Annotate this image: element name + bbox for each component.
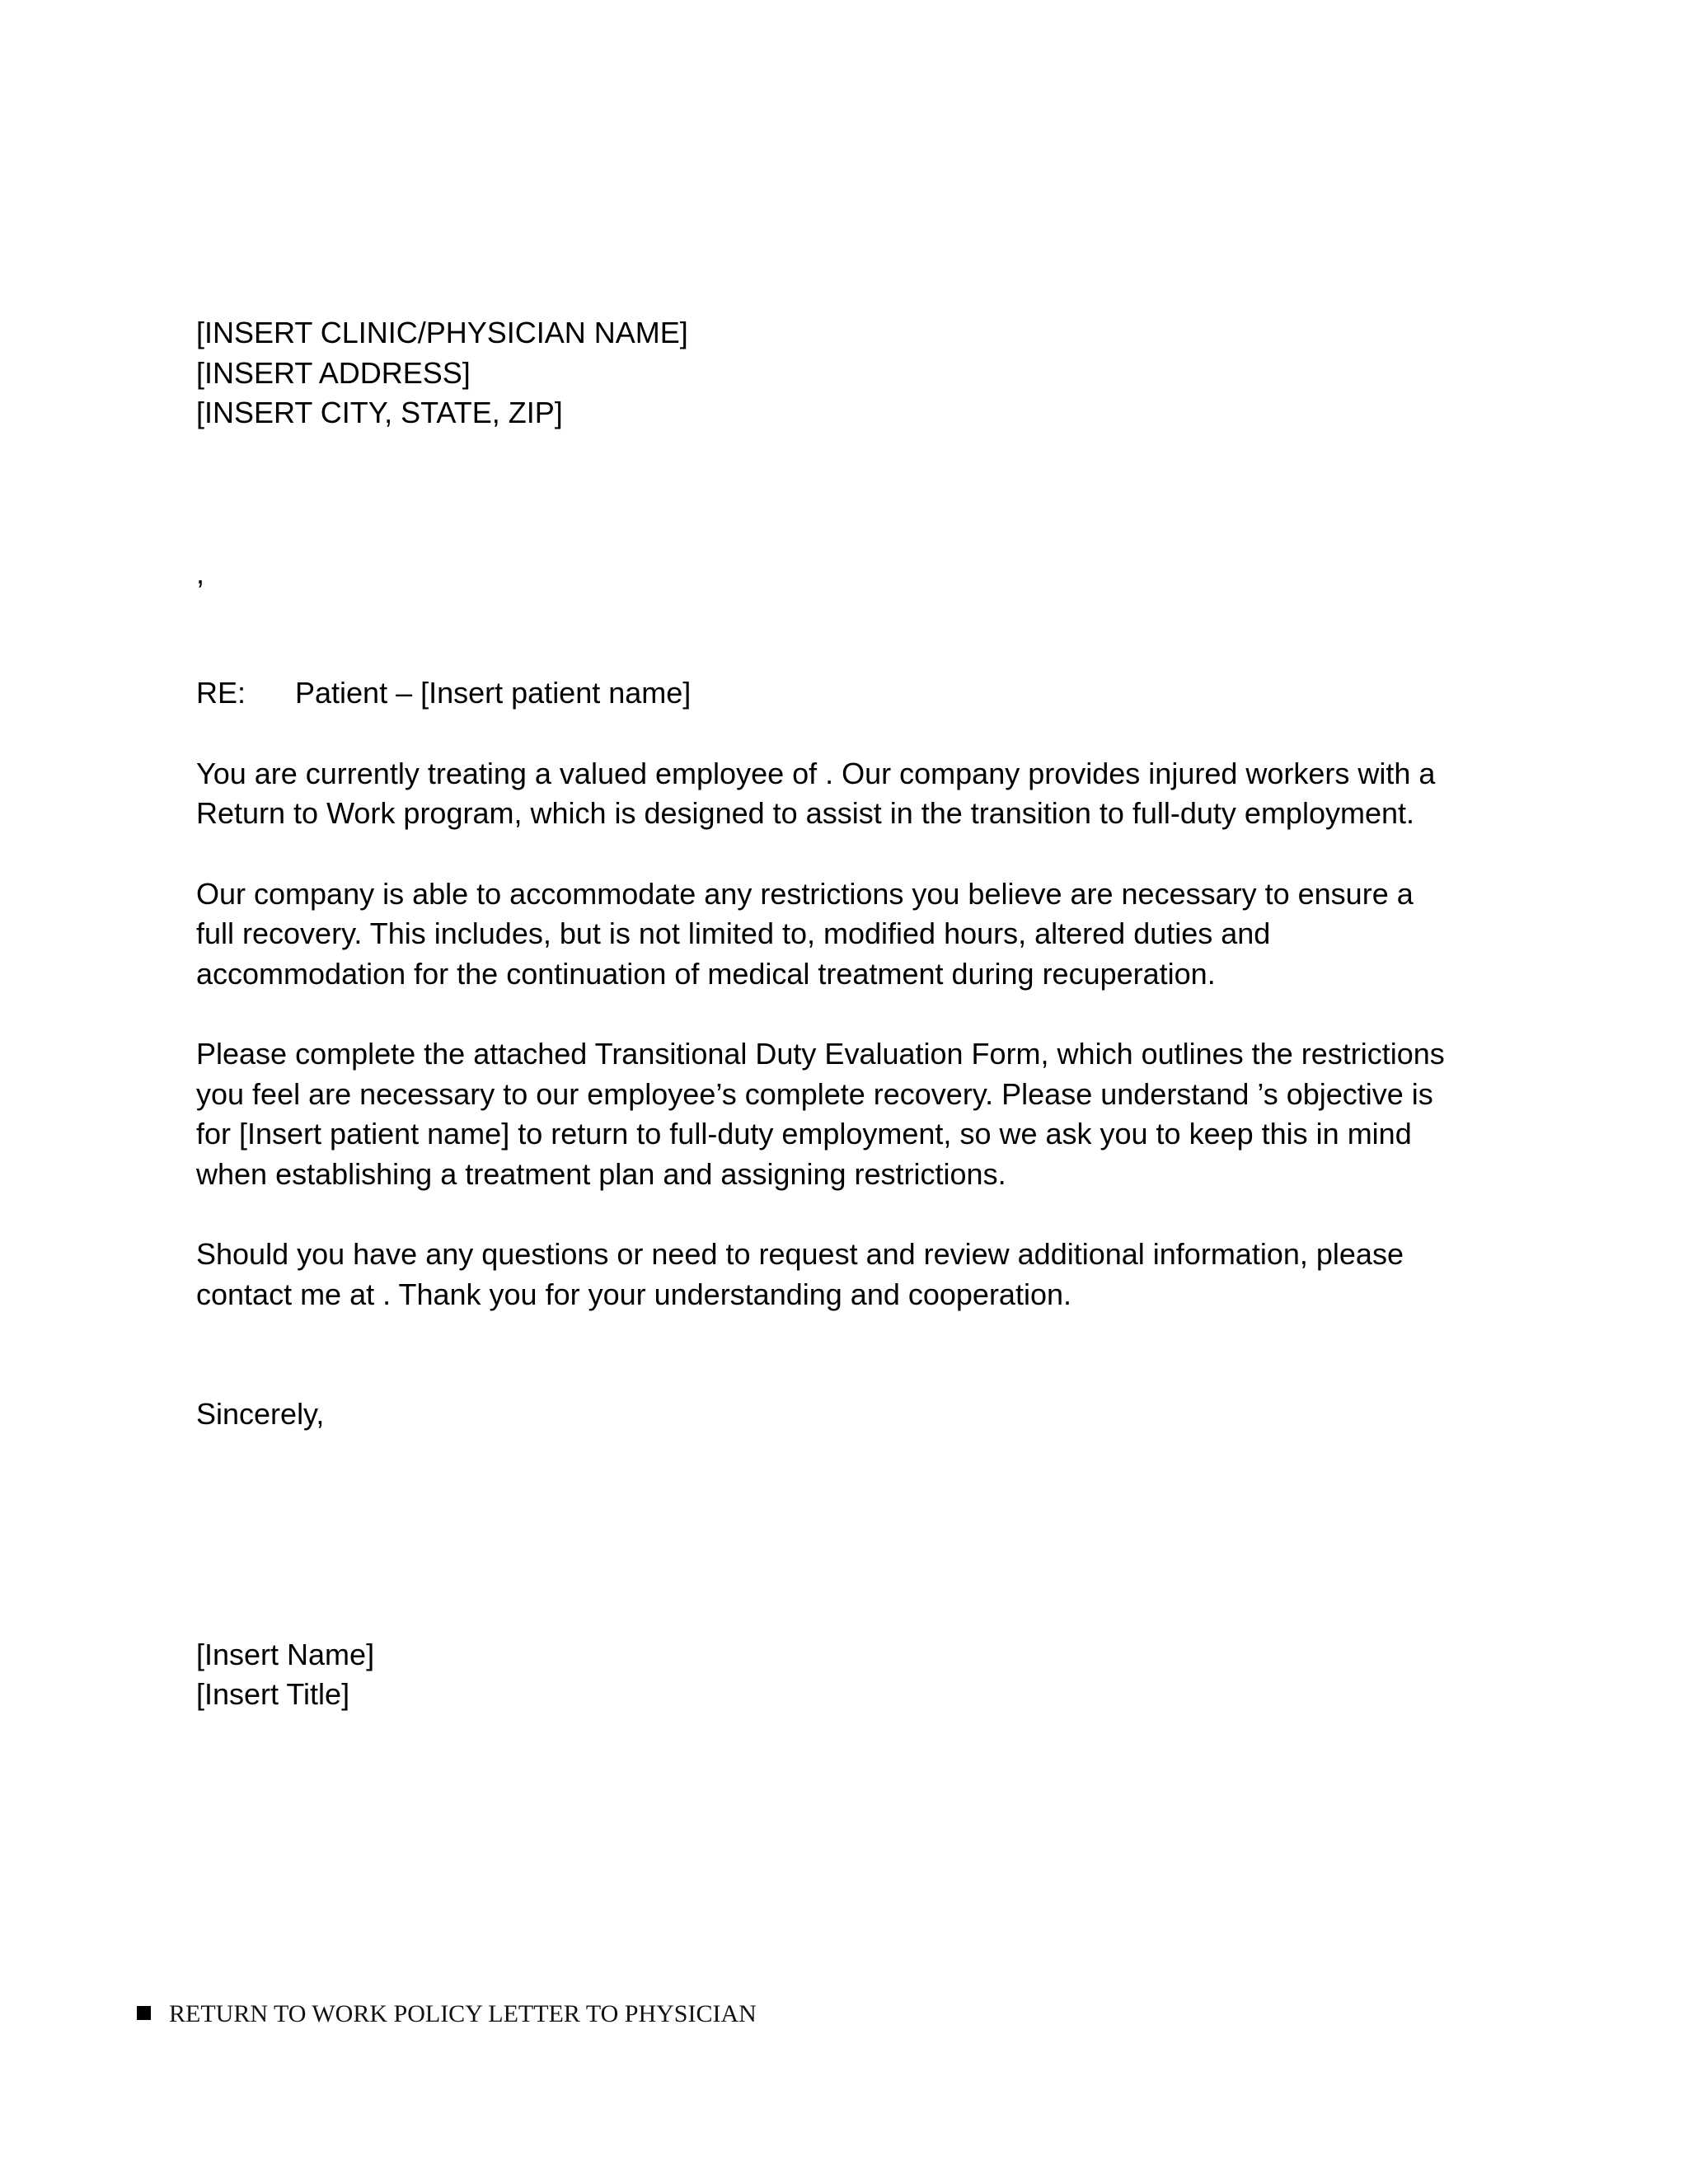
salutation (196, 554, 1482, 594)
letter-body (196, 313, 1482, 1715)
subject-text: Patient – [Insert patient name] (295, 676, 692, 710)
closing (196, 1394, 1482, 1435)
recipient-city-state-zip: [INSERT CITY, STATE, ZIP] (196, 396, 563, 429)
paragraph-line: you feel are necessary to our employee’s complete recovery. Please understand ’s objective is (196, 1076, 1433, 1111)
paragraph-line: when establishing a treatment plan and assigning restrictions. (196, 1156, 1006, 1191)
paragraph-line: Please complete the attached Transitional Duty Evaluation Form, which outlines the restrictions (196, 1037, 1445, 1071)
subject-label: RE: (196, 676, 246, 710)
paragraph (196, 874, 1482, 995)
closing-text: Sincerely, (196, 1397, 325, 1431)
paragraph-line: for [Insert patient name] to return to full-duty employment, so we ask you to keep this in mind (196, 1117, 1412, 1151)
signature-block (196, 1635, 1482, 1715)
paragraph-line: Should you have any questions or need to request and review additional information, please (196, 1237, 1404, 1271)
paragraph-line: You are currently treating a valued employee of . Our company provides injured workers with a (196, 756, 1436, 790)
paragraph-line: full recovery. This includes, but is not limited to, modified hours, altered duties and (196, 916, 1271, 950)
paragraph (196, 1235, 1482, 1315)
paragraph (196, 754, 1482, 834)
paragraph (196, 1034, 1482, 1194)
paragraph-line: accommodation for the continuation of medical treatment during recuperation. (196, 956, 1216, 991)
footer-label: RETURN TO WORK POLICY LETTER TO PHYSICIAN (169, 2000, 757, 2027)
subject-line (196, 673, 1482, 714)
signer-name: [Insert Name] (196, 1637, 375, 1671)
recipient-address-block (196, 313, 1482, 434)
footer (137, 1998, 757, 2031)
recipient-address: [INSERT ADDRESS] (196, 355, 471, 390)
paragraph-line: Return to Work program, which is designed to assist in the transition to full-duty employment. (196, 796, 1415, 830)
signer-title: [Insert Title] (196, 1677, 350, 1711)
square-bullet-icon (137, 2006, 151, 2020)
paragraph-line: Our company is able to accommodate any restrictions you believe are necessary to ensure a (196, 876, 1414, 911)
salutation-text: , (196, 555, 205, 590)
paragraph-line: contact me at . Thank you for your understanding and cooperation. (196, 1277, 1071, 1311)
recipient-name: [INSERT CLINIC/PHYSICIAN NAME] (196, 316, 688, 349)
